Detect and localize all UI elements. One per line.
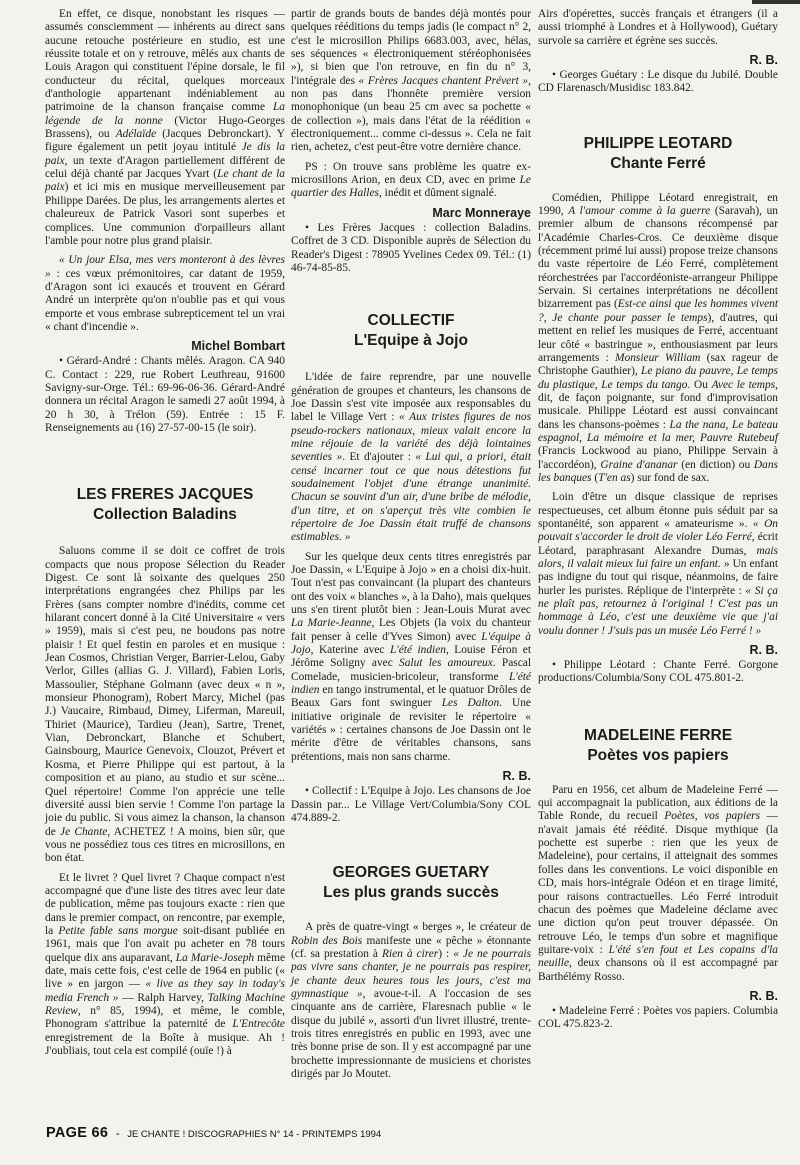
paragraph [291,371,531,544]
review-heading [291,863,531,903]
italic-text: « Aux tristes figures de nos pseudo-rockers nationaux, mieux valait encore la mine réjouie de la variété des déjà lointaines seventies » [291,411,531,464]
disc-reference: • Georges Guétary : Le disque du Jubilé. Double CD Flarenasch/Musidisc 183.842. [538,69,778,95]
paragraph [538,192,778,486]
disc-reference: • Collectif : L'Equipe à Jojo. Les chansons de Joe Dassin par... Le Village Vert/Columbia/Sony COL 474.889-2. [291,785,531,824]
text: , Louise Féron et Jérôme Soligny avec [291,644,532,670]
italic-text: Adélaïde [115,128,157,141]
text: Paru en 1956, cet album de Madeleine Ferré — qui accompagnait la publication, aux éditions de la Table Ronde, du recueil [538,783,778,823]
review-artist: PHILIPPE LEOTARD [583,134,733,152]
text: , Les Objets (la voix du chanteur fait penser à celle d'Yves Simon) avec [291,617,531,643]
text: — n'avait jamais été réédité. Disque mythique (la pochette est superbe : rien que les yeux de Madeleine), pour certains, il atteignait des sommes folles dans les conventions. Le voici disponible en CD, mais hors-intégrale Odéon et en tirage limité, pour raisons contractuelles. Léo Ferré introduit chacun des poèmes que Madeleine déclame avec une diction qu'on peut trouver dépassée. On retrouve Léo, le temps d'un sobre et magnifique guitare-voix : [538,810,778,956]
text: Airs d'opérettes, succès français et étrangers (il a aussi triomphé à Londres et à Hollywood), Guétary survole sa carrière et égrène ses succès. [538,8,778,47]
italic-text: La the nana, Le bateau espagnol, La mémoire et la mer, Pauvre Rutebeuf [538,418,779,444]
italic-text: Je Chante [60,825,108,838]
column-1 [45,8,285,1058]
review-artist: COLLECTIF [367,312,455,330]
review-body [291,371,531,764]
italic-text: Je dis la paix [45,141,285,167]
text: , n° 85, 1994), et même, le comble, Phonogram s'attribue la paternité de [45,1005,285,1031]
review-body [45,545,285,1058]
italic-text: Le quartier des Halles [291,174,531,200]
text: soit-disant publiée en 1961, mais que l'on avait pu acheter en 78 tours quelque dix ans auparavant, [45,924,286,964]
column-3 [538,8,778,1032]
paragraph [538,8,778,48]
author-signature: R. B. [749,53,778,68]
text: Et le livret ? Quel livret ? Chaque compact n'est accompagné que d'une liste des titres avec leur date de publication, même pas toujours exacte : rien que dans le premier compact, on rencontre, par exemple, la [45,871,285,937]
text: A près de quatre-vingt « berges », le créateur de [305,921,531,934]
text: , non pas dans l'honnête première version monophonique (un beau 25 cm avec sa pochette « de collection »), mais dans l'état de la réédition « électroniquement... comme ci-dessus ». Cela ne fait rien, achetez, c'est peut-être votre dernière chance. [291,74,531,154]
review-heading [538,134,778,174]
paragraph [45,254,285,334]
text: ( [591,471,599,484]
paragraph [291,921,531,1081]
text: Loin d'être un disque classique de reprises respectueuses, cet album étonne puis séduit par sa spontanéité, son apparent « amateurisme ». [538,491,778,530]
review-title: Poètes vos papiers [587,746,729,764]
review-body [45,8,285,334]
text: , Katerine avec [310,644,390,657]
italic-text: Le chant de la paix [45,168,285,194]
italic-text: « Si ça ne plaît pas, retournez à l'original ! C'est pas un hommage à Léo, c'est une deuxième vie que j'ai voulu donner ! J'suis pas un musée Léo Ferré ! » [538,584,778,637]
text: . Ou [687,378,712,391]
text: ) et ici mis en musique merveilleusement par Philippe Darées. De plus, les arrangements alertes et chaleureux de Patrick Vasori sont superbes et complices. Une communion d'orpailleurs allant l'amble pour notre plus grand plaisir. [45,181,285,247]
italic-text: L'été indien [291,670,531,697]
review-madeleine-ferre [538,726,778,1032]
footer-separator: - [115,1126,120,1140]
gerard-andre-review-end [45,8,285,435]
italic-text: Dans les banques [538,458,778,484]
text: . Une initiative originale de revisiter le répertoire « variétés » : certaines chansons de Joe Dassin ont le mérite d'être de véritables chansons, sans prétentions, mais non sans charme. [291,697,531,763]
disc-reference: • Madeleine Ferré : Poètes vos papiers. Columbia COL 475.823-2. [538,1004,778,1031]
text: , dit, de façon poignante, sur fond d'improvisation musicale. Philippe Léotard est aussi convaincant dans les chansons-poèmes : [538,378,779,431]
italic-text: La Marie-Joseph [175,951,255,964]
text: . Pascal Comelade, musicien-bricoleur, transforme [291,657,532,683]
publication-info: JE CHANTE ! DISCOGRAPHIES N° 14 - PRINTEMPS 1994 [127,1129,382,1140]
italic-text: Monsieur William [615,351,701,364]
italic-text: Avec le temps [711,378,776,391]
italic-text: A l'amour comme à la guerre [568,205,711,218]
text: En effet, ce disque, nonobstant les risques — assumés consciemment — inhérents au direct sans aucune retouche postérieure en studio, est une réussite totale et on y retrouve, mêlés aux chants de Louis Aragon qui constituent l'épine dorsale, le fil conducteur du récital, quelques morceaux d'anthologie appartenant indéniablement au patrimoine de la chanson française comme [45,8,285,114]
text: enregistrement de la Boîte à musique. Ah ! J'oubliais, tout cela est compilé (ouïe !) à [45,1031,285,1058]
text: (sax rageur de Christophe Gauthier), [538,351,778,378]
italic-text: « live as they say in today's media French » [45,978,285,1004]
text: Sur les quelque deux cents titres enregistrés par Joe Dassin, « L'Equipe à Jojo » en a choisi dix-huit. Tout n'est pas convaincant (la plupart des chanteurs ont des voix « blanches », à la Daho), mais quelques uns s'en tirent plutôt bien : Jean-Louis Murat avec [291,550,531,617]
printer-edge-mark [752,0,800,4]
disc-reference: • Philippe Léotard : Chante Ferré. Gorgone productions/Columbia/Sony COL 475.801-2. [538,659,778,685]
text: , deux chansons où il est accompagné par Barthélémy Rosso. [538,957,778,983]
paragraph [538,491,778,638]
review-body [538,192,778,638]
text: Saluons comme il se doit ce coffret de trois compacts que nous propose Sélection du Reader Digest. Ce sont là soixante des quelques 250 interprétations engrangées chez Philips par les Frères (sans compter nombre d'inédits, comme cet hilarant concert donné à la Cité Universitaire « vers » 1959), mais si c'est peu, ne boudons pas notre plaisir ! Et quel festin en paroles et en musique : Jean Cosmos, Christian Verger, Barrier-Lelou, Gaby Verlor, Gilles (allias G. J. Villard), Fabien Loris, Massoulier, Stéphane Golmann (avec deux « n », monsieur Phonogram), Robert Marcy, Michel (pas J.) Vaucaire, Rimbaud, Dimey, Liferman, Mareuil, Thiriet (Maurice), Tardieu (Jean), Sartre, Trenet, Vian, Debronckart, Blanche et Schubert, Gainsbourg, Maurice Genevoix, Clouzot, Prévert et Kosma, et Pierre Philippe qui est partout, à la composition et au piano, au studio et sur scène... Quel répertoire! Comme l'on apprécie une telle diversité aussi bien servie ! Comme l'on partage la joie du public. Si vous aimez la chanson, la chanson de [45,545,285,838]
review-title: Collection Baladins [93,506,237,524]
review-title: Les plus grands succès [323,884,499,902]
italic-text: Salut les amoureux [399,657,493,670]
italic-text: mais alors, il valait mieux lui faire un enfant. [538,544,778,570]
review-body [538,784,778,984]
review-artist: MADELEINE FERRE [583,726,733,744]
georges-guetary-review-end [538,8,778,96]
italic-text: Poètes, vos papiers [664,810,761,823]
author-signature: R. B. [502,769,531,784]
italic-text: L'été s'en fout et Les copains d'la neuille [538,943,779,970]
disc-reference: • Les Frères Jacques : collection Baladins. Coffret de 3 CD. Disponible auprès de Sélection du Reader's Digest : 78905 Yvelines Cedex 09. Tél.: (1) 46-74-85-85. [291,221,531,274]
review-collectif [291,311,531,825]
text: , écrit Léotard, paraphrasant Alexandre Dumas, [538,531,778,557]
paragraph [45,8,285,248]
italic-text: Les Dalton [441,697,500,710]
review-title: L'Equipe à Jojo [354,332,468,350]
text: (Francis Lockwood au piano, Philippe Servain à l'accordéon), [538,445,778,471]
text: — Ralph Harvey, [118,991,208,1004]
column-2 [291,8,531,1081]
review-body [291,921,531,1081]
review-title: Chante Ferré [610,154,706,172]
author-signature: R. B. [749,643,778,658]
review-body [538,8,778,48]
text: partir de grands bouts de bandes déjà montés pour quelques rééditions du temps jadis (le compact n° 2, c'est le microsillon Philips 6683.003, avec, hélas, ses séquences « électroniquement stéréophonisées »), si bien que l'on retrouve, en fin du n° 3, l'intégrale des [291,8,531,87]
italic-text: Robin des Bois [291,934,363,947]
author-signature: R. B. [749,988,778,1003]
italic-text: Petite fable sans morgue [58,924,178,937]
text: ), d'autres, qui mettent en relief les musiques de Ferré, accentuant leur côté « bastringue », enthousiasment par leurs arrangements : [538,311,779,364]
italic-text: « Lui qui, a priori, était censé incarner tout ce que nous détestions fut soudainement l'objet d'une étrange unanimité. Chacun se souvint d'un air, d'une bribe de mélodie, d'un titre, et on s'aperçut très vite combien le répertoire de Joe Dassin était truffé de chansons estimables. » [291,451,532,544]
text: : ces vœux prémonitoires, car datant de 1959, d'Aragon sont ici exaucés et trouvent en Gérard André un interprète qu'on n'oublie pas et qui vous emporte et vous embrase subrepticement tel un vrai « chant d'incendie ». [45,267,285,333]
paragraph [291,8,531,155]
text: (en diction) ou [677,458,754,471]
text: PS : On trouve sans problème les quatre ex-microsillons Arion, en deux CD, avec en prime [291,160,531,187]
text: ) : [438,947,454,960]
text: L'idée de faire reprendre, par une nouvelle génération de groupes et chanteurs, les chansons de Joe Dassin s'est vite imposée aux responsables du label le Village Vert : [291,371,531,424]
author-signature: Marc Monneraye [432,205,531,220]
text: même date, mais cette fois, c'est celle de 1964 en public (« live » en jargon — [45,951,285,991]
review-artist: GEORGES GUETARY [332,864,490,882]
italic-text: « Je ne pourrais pas vivre sans chanter, je ne pourrais pas respirer, je chante deux heures tous les jours, c'est ma gymnastique » [291,947,532,1000]
italic-text: L'été indien [389,644,446,657]
italic-text: L'Entrecôte [232,1018,285,1031]
italic-text: La Marie-Jeanne [291,617,372,630]
paragraph [291,551,531,765]
text: . Et d'ajouter : [342,451,416,464]
page-number: PAGE 66 [46,1125,109,1141]
text: » Un enfant pas indigne du tout qui risque, néanmoins, de faire hurler les puristes. Réplique de l'interprète : [538,558,778,597]
italic-text: La légende de la nonne [45,101,285,127]
paragraph [538,784,778,984]
text: ) sur fond de sax. [630,471,710,484]
text: Comédien, Philippe Léotard enregistrait, en 1990, [538,191,778,218]
italic-text: « Frères Jacques chantent Prévert » [358,74,529,87]
review-heading [45,485,285,525]
text: , ACHETEZ ! A moins, bien sûr, que vous ne possédiez tous ces titres en microsillons, en bon état. [45,825,285,865]
italic-text: Talking Machine Review [45,991,286,1017]
text: (Jacques Debronckart). Y figure également un petit joyau intitulé [45,128,285,154]
italic-text: « On pouvait s'accorder le droit de violer Léo Ferré [538,517,778,544]
text: (Victor Hugo-Georges Brassens), ou [45,114,285,141]
text: en tango instrumental, et le quatuor Drôles de Beaux Gars font swinguer [291,684,531,710]
review-freres-jacques [45,485,285,1058]
freres-jacques-review-end [291,8,531,275]
text: , un texte d'Aragon partiellement différent de celui déjà chanté par Jacques Yvart ( [45,154,285,181]
italic-text: Graine d'ananar [600,458,678,471]
review-georges-guetary [291,863,531,1081]
italic-text: Le piano du pauvre, Le temps du plastique, Le temps du tango [538,365,778,391]
text: (Saravah), un premier album de chansons récompensé par l'Académie Charles-Cros. Ce deuxième disque (récemment primé lui aussi) propose treize chansons du vaste répertoire de Léo Ferré, complètement réorchestrées par l'accordéoniste-arrangeur Philippe Servain. Si certaines interprétations ne décollent bizarrement pas ( [538,205,778,311]
page-footer [46,1124,381,1142]
italic-text: T'en as [598,471,631,484]
paragraph [45,872,285,1059]
italic-text: L'équipe à Jojo [291,630,531,657]
review-heading [291,311,531,351]
italic-text: Est-ce ainsi que les hommes vivent ?, Je chante pour passer le temps [538,298,778,324]
review-body [291,8,531,201]
review-philippe-leotard [538,134,778,686]
review-artist: LES FRERES JACQUES [76,486,254,504]
paragraph [291,161,531,201]
author-signature: Michel Bombart [191,339,285,354]
paragraph [45,545,285,865]
italic-text: « Un jour Elsa, mes vers monteront à des lèvres » [45,254,285,280]
text: , avoue-t-il. A l'occasion de ses cinquante ans de carrière, Flaresnach publie « le disque du jubilé », assorti d'un livret illustré, trente-trois titres enregistrés en public en 1993, avec une très bonne prise de son. Il y est accompagné par une brochette impressionnante de musiciens et choristes dirigés par Jo Moutet. [291,987,532,1080]
review-heading [538,726,778,766]
text: , inédit et dûment signalé. [378,187,497,200]
disc-reference: • Gérard-André : Chants mêlés. Aragon. CA 940 C. Contact : 229, rue Robert Leuthreau, 91600 Savigny-sur-Orge. Tél.: 69-96-06-36. Gérard-André donnera un récital Aragon le samedi 27 août 1994, à 20 h 30, à Trélon (59). Entrée : 15 F. Renseignements au (16) 27-57-00-15 (le soir). [45,355,285,434]
text: manifeste une « pêche » étonnante (cf. sa prestation à [291,934,531,960]
italic-text: Rien à cirer [381,947,439,960]
